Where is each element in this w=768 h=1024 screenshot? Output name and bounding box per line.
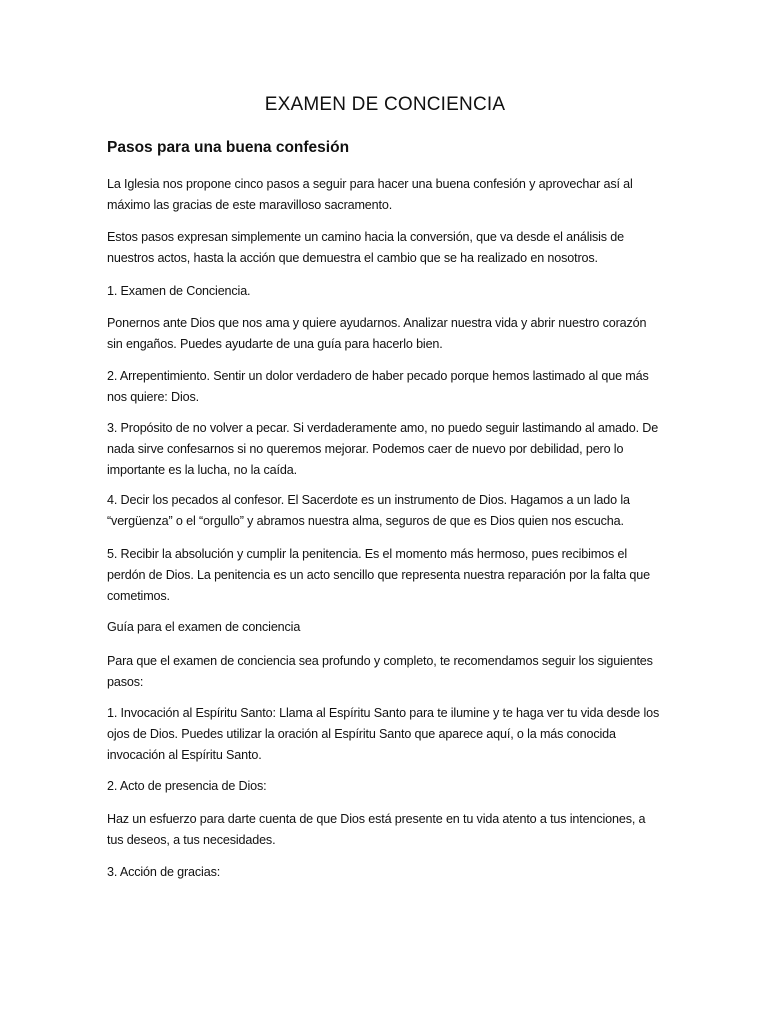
paragraph-step-1: Ponernos ante Dios que nos ama y quiere ayudarnos. Analizar nuestra vida y abrir nuestro corazón sin engaños. Puedes ayudarte de una guía para hacerlo bien.: [107, 316, 647, 351]
paragraph-step-3: 3. Propósito de no volver a pecar. Si verdaderamente amo, no puedo seguir lastimando al amado. De nada sirve confesarnos si no queremos mejorar. Podemos caer de nuevo por debilidad, pero lo importante es la lucha, no la caída.: [107, 421, 659, 477]
guide-step-3-heading: 3. Acción de gracias:: [107, 865, 221, 879]
guide-heading: Guía para el examen de conciencia: [107, 620, 301, 634]
page-title: EXAMEN DE CONCIENCIA: [264, 94, 506, 115]
paragraph-guide-step-1: 1. Invocación al Espíritu Santo: Llama al Espíritu Santo para te ilumine y te haga ver tu vida desde los ojos de Dios. Puedes utilizar la oración al Espíritu Santo que aparece aquí, o la más conocida invocación al Espíritu Santo.: [107, 706, 660, 762]
paragraph-step-5: 5. Recibir la absolución y cumplir la penitencia. Es el momento más hermoso, pues recibimos el perdón de Dios. La penitencia es un acto sencillo que representa nuestra reparación por la falta que cometimos.: [107, 547, 650, 603]
paragraph-conversion: Estos pasos expresan simplemente un camino hacia la conversión, que va desde el análisis de nuestros actos, hasta la acción que demuestra el cambio que se ha realizado en nosotros.: [107, 230, 624, 265]
section-subtitle: Pasos para una buena confesión: [107, 139, 350, 156]
guide-step-2-heading: 2. Acto de presencia de Dios:: [107, 779, 267, 793]
paragraph-guide-intro: Para que el examen de conciencia sea profundo y completo, te recomendamos seguir los siguientes pasos:: [107, 654, 653, 689]
paragraph-step-4: 4. Decir los pecados al confesor. El Sacerdote es un instrumento de Dios. Hagamos a un lado la “vergüenza” o el “orgullo” y abramos nuestra alma, seguros de que es Dios quien nos escucha.: [107, 493, 630, 528]
paragraph-step-2: 2. Arrepentimiento. Sentir un dolor verdadero de haber pecado porque hemos lastimado al que más nos quiere: Dios.: [107, 369, 649, 404]
paragraph-intro: La Iglesia nos propone cinco pasos a seguir para hacer una buena confesión y aprovechar así al máximo las gracias de este maravilloso sacramento.: [107, 177, 633, 212]
paragraph-guide-step-2: Haz un esfuerzo para darte cuenta de que Dios está presente en tu vida atento a tus intenciones, a tus deseos, a tus necesidades.: [107, 812, 646, 847]
step-1-heading: 1. Examen de Conciencia.: [107, 284, 251, 298]
